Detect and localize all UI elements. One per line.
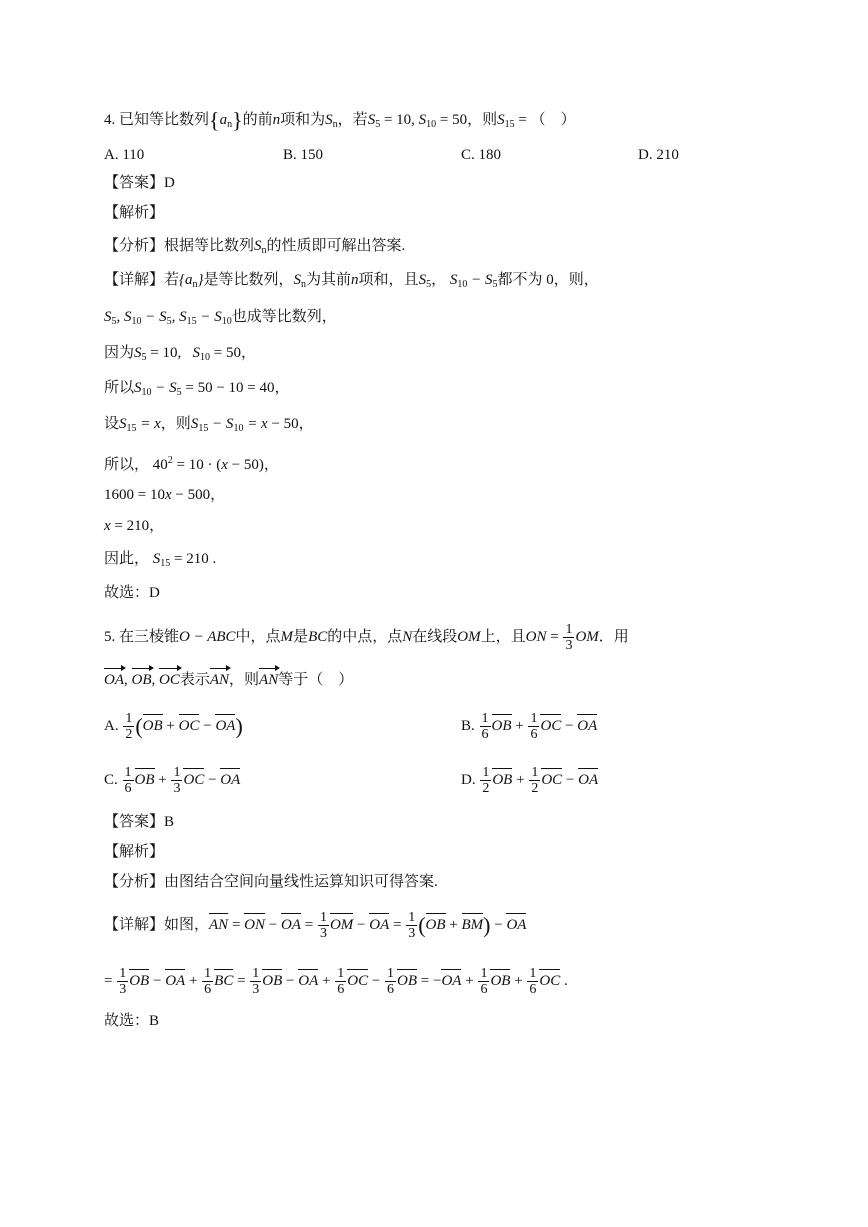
q5-stem-line2: OA, OB, OC表示AN，则AN等于（ ）	[104, 672, 354, 688]
q4-detail-line5: 设$S_{15} = x$，则$S_{15} - S_{10} = x - 50$，	[104, 416, 314, 434]
q5-answer: 【答案】B	[104, 814, 175, 830]
q4-option-d[interactable]: D. 210	[638, 147, 679, 163]
q5-option-a[interactable]: A. $\frac{1}{2}$ (OB + OC − OA)	[104, 711, 243, 742]
q4-detail-line9: 因此， $S_{15} = 210$ .	[104, 551, 217, 569]
q5-option-b[interactable]: B. $\frac{1}{6}$ OB + $\frac{1}{6}$ OC − OA	[461, 711, 598, 742]
q5-detail-line1: 【详解】如图，AN = ON − OA = $\frac{1}{3}$ OM − OA = $\frac{1}{3}$ (OB + BM) − OA	[104, 910, 527, 941]
q4-detail-line1: 【详解】若$\{a_n\}$是等比数列，$S_n$为其前n项和，且$S_5$， $S_{10} - S_5$都不为 0，则，	[104, 272, 599, 290]
q4-detail-line4: 所以$S_{10} - S_5 = 50 - 10 = 40$，	[104, 380, 290, 398]
q4-option-a[interactable]: A. 110	[104, 147, 145, 163]
q5-detail-line2: = $\frac{1}{3}$ OB − OA + $\frac{1}{6}$ BC = $\frac{1}{3}$ OB − OA + $\frac{1}{6}$ OC − $\frac{1}{6}$ OB = −OA + $\frac{1}{6}$ OB + $\frac{1}{6}$ OC .	[104, 966, 568, 997]
q4-detail-line3: 因为$S_5 = 10$, $S_{10} = 50$，	[104, 345, 256, 363]
q4-detail-line6: 所以， $40^2 = 10 \cdot (x - 50)$，	[104, 455, 279, 473]
q4-detail-line7: 1600 = 10x − 500，	[104, 487, 226, 503]
q5-option-d[interactable]: D. $\frac{1}{2}$ OB + $\frac{1}{2}$ OC − OA	[461, 765, 599, 796]
q4-option-c[interactable]: C. 180	[461, 147, 502, 163]
q4-choose: 故选：D	[104, 585, 160, 601]
q4-option-b[interactable]: B. 150	[283, 147, 324, 163]
q4-detail-line2: $S_5$, $S_{10} - S_5$, $S_{15} - S_{10}$也成等比数列，	[104, 309, 337, 327]
q4-analysis: 【分析】根据等比数列$S_n$的性质即可解出答案.	[104, 238, 406, 256]
q5-option-c[interactable]: C. $\frac{1}{6}$ OB + $\frac{1}{3}$ OC − OA	[104, 765, 241, 796]
q5-analysis-head: 【解析】	[104, 844, 165, 860]
q5-choose: 故选：B	[104, 1013, 160, 1029]
q4-answer: 【答案】D	[104, 175, 175, 191]
q4-stem: 4. 已知等比数列$\{a_n\}$的前n项和为$S_n$，若$S_5 = 10$, $S_{10} = 50$，则$S_{15}$ = （ ）	[104, 107, 576, 133]
q4-detail-line8: x = 210，	[104, 518, 165, 534]
q5-stem: 5. 在三棱锥O − ABC中，点M是BC的中点，点N在线段OM上，且ON = $\frac{1}{3}$ OM．用	[104, 622, 629, 653]
q4-analysis-head: 【解析】	[104, 205, 165, 221]
q5-analysis: 【分析】由图结合空间向量线性运算知识可得答案.	[104, 874, 438, 890]
